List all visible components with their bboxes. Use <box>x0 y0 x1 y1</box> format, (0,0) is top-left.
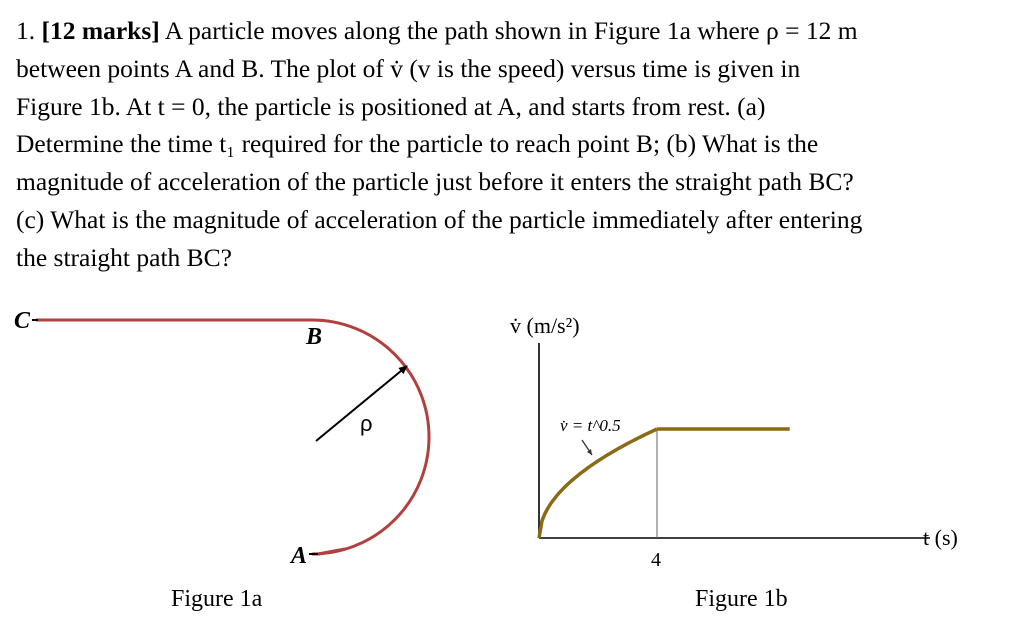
label-b: B <box>306 324 323 350</box>
curve-label: v̇ = t^0.5 <box>560 416 621 435</box>
curve-label-pointer-head <box>587 449 592 455</box>
label-c: C <box>14 308 31 334</box>
problem-text-1: A particle moves along the path shown in Figure 1a where ρ = 12 m <box>164 16 858 45</box>
label-a: A <box>291 543 308 569</box>
label-rho: ρ <box>360 411 373 436</box>
problem-line-2: between points A and B. The plot of v̇ (v is the speed) versus time is given in <box>16 53 801 83</box>
problem-number: 1. <box>16 16 36 45</box>
figure-1a-caption: Figure 1a <box>171 586 263 612</box>
x-axis-label: t (s) <box>923 525 958 550</box>
x-tick-label-4: 4 <box>651 549 661 571</box>
problem-line-6: (c) What is the magnitude of acceleration of the particle immediately after entering <box>16 204 863 234</box>
problem-line-5: magnitude of acceleration of the particle just before it enters the straight path BC? <box>16 167 854 197</box>
series-curve-sqrt <box>539 429 657 538</box>
problem-line-4: Determine the time t₁ required for the particle to reach point B; (b) What is the <box>16 129 819 159</box>
figure-1b-caption: Figure 1b <box>695 586 788 612</box>
problem-line-7: the straight path BC? <box>16 242 233 272</box>
problem-marks: [12 marks] <box>41 16 160 45</box>
y-axis-label: v̇ (m/s²) <box>510 313 580 338</box>
problem-line-3: Figure 1b. At t = 0, the particle is positioned at A, and starts from rest. (a) <box>16 91 766 121</box>
